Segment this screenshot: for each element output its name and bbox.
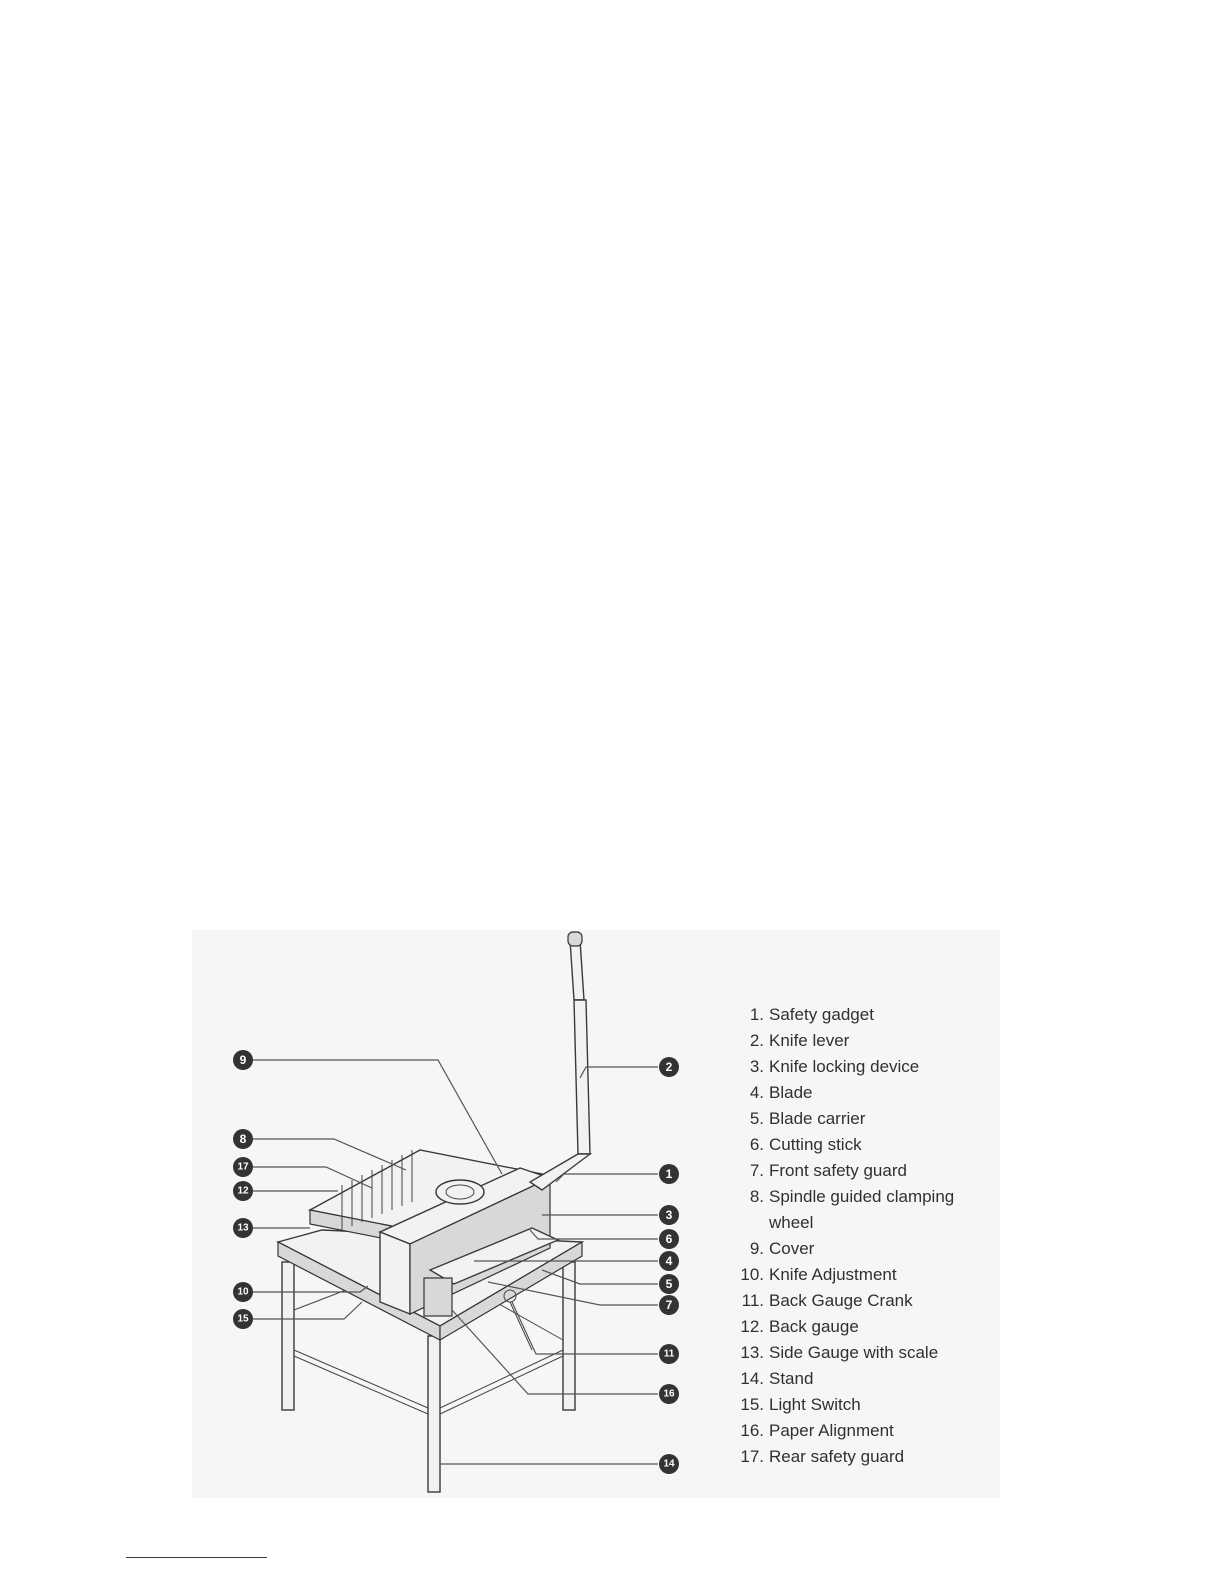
callout-11-badge xyxy=(659,1344,679,1364)
callout-9-badge xyxy=(233,1050,253,1070)
legend-item: 9. Cover xyxy=(749,1239,815,1258)
legend-item: 11. Back Gauge Crank xyxy=(741,1291,913,1310)
callout-14-badge xyxy=(659,1454,679,1474)
legend-item: 16. Paper Alignment xyxy=(740,1421,894,1440)
legend-item: 4. Blade xyxy=(749,1083,813,1102)
callout-10-badge xyxy=(233,1282,253,1302)
legend-item: 1. Safety gadget xyxy=(749,1005,874,1024)
footnote-separator xyxy=(126,1557,267,1558)
svg-text:3: 3 xyxy=(665,1208,673,1222)
legend-item: 15. Light Switch xyxy=(740,1395,861,1414)
svg-text:6: 6 xyxy=(665,1232,673,1246)
legend-item: 12. Back gauge xyxy=(740,1317,859,1336)
legend-item: 3. Knife locking device xyxy=(749,1057,920,1076)
callout-17-badge xyxy=(233,1157,253,1177)
callout-15-badge xyxy=(233,1309,253,1329)
callout-8-badge xyxy=(233,1129,253,1149)
callout-16-badge xyxy=(659,1384,679,1404)
callout-4-badge xyxy=(659,1251,679,1271)
callout-7-badge xyxy=(659,1295,679,1315)
svg-text:9: 9 xyxy=(239,1053,247,1067)
legend-item: 8. Spindle guided clamping wheel xyxy=(749,1187,955,1232)
svg-text:10: 10 xyxy=(237,1286,249,1298)
svg-text:14: 14 xyxy=(663,1458,675,1470)
callout-5-badge xyxy=(659,1274,679,1294)
paper-cutter-diagram xyxy=(192,930,1000,1498)
legend-item: 2. Knife lever xyxy=(749,1031,850,1050)
svg-text:2: 2 xyxy=(665,1060,673,1074)
callout-3-badge xyxy=(659,1205,679,1225)
legend-item: 17. Rear safety guard xyxy=(740,1447,905,1466)
callout-2-badge xyxy=(659,1057,679,1077)
svg-text:11: 11 xyxy=(663,1348,675,1360)
callout-1-badge xyxy=(659,1164,679,1184)
svg-text:15: 15 xyxy=(237,1313,249,1325)
svg-text:12: 12 xyxy=(237,1185,249,1197)
knife-lever xyxy=(530,932,590,1190)
legend-item: 13. Side Gauge with scale xyxy=(740,1343,939,1362)
svg-text:8: 8 xyxy=(239,1132,247,1146)
legend-item: 10. Knife Adjustment xyxy=(740,1265,897,1284)
legend-item: 6. Cutting stick xyxy=(749,1135,862,1154)
callout-6-badge xyxy=(659,1229,679,1249)
callout-12-badge xyxy=(233,1181,253,1201)
svg-text:17: 17 xyxy=(237,1161,249,1173)
parts-legend xyxy=(726,1002,981,1470)
legend-item: 5. Blade carrier xyxy=(749,1109,866,1128)
svg-text:7: 7 xyxy=(665,1298,673,1312)
svg-text:16: 16 xyxy=(663,1388,675,1400)
legend-item: 7. Front safety guard xyxy=(749,1161,907,1180)
svg-text:5: 5 xyxy=(665,1277,673,1291)
svg-text:1: 1 xyxy=(665,1167,673,1181)
legend-item: 14. Stand xyxy=(740,1369,814,1388)
svg-text:13: 13 xyxy=(237,1222,249,1234)
callout-13-badge xyxy=(233,1218,253,1238)
svg-text:4: 4 xyxy=(665,1254,673,1268)
